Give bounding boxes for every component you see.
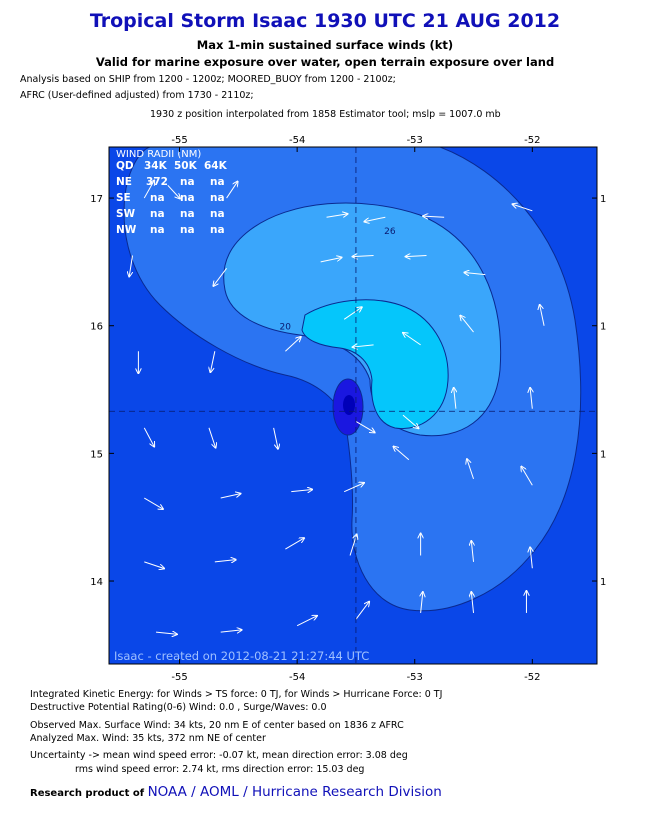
radii-nw-label: NW — [116, 224, 137, 236]
contour-label-26: 26 — [384, 226, 396, 237]
x-tick-label-bottom-1: -54 — [288, 672, 306, 683]
x-tick-label-bottom-3: -52 — [524, 672, 541, 683]
radii-sw-label: SW — [116, 208, 136, 220]
analysis-note: Analysis based on SHIP from 1200 - 1200z; MOORED_BUOY from 1200 - 2100z; — [20, 74, 396, 85]
chart-subtitle-exposure: Valid for marine exposure over water, open terrain exposure over land — [95, 55, 555, 69]
radii-ne-50k: na — [180, 176, 195, 188]
radii-header-64k: 64K — [204, 160, 227, 172]
radii-nw-64k: na — [210, 224, 225, 236]
plot-credit-line: Isaac - created on 2012-08-21 21:27:44 UTC — [114, 649, 370, 663]
x-tick-label-top-0: -55 — [171, 135, 188, 146]
observed-max-wind-line: Observed Max. Surface Wind: 34 kts, 20 nm E of center based on 1836 z AFRC — [30, 720, 404, 731]
contour-label-20: 20 — [279, 322, 291, 333]
destructive-potential-line: Destructive Potential Rating(0-6) Wind: 0.0 , Surge/Waves: 0.0 — [30, 702, 327, 713]
radii-se-34k: na — [150, 192, 165, 204]
radii-se-64k: na — [210, 192, 225, 204]
radii-sw-50k: na — [180, 208, 195, 220]
radii-se-label: SE — [116, 192, 131, 204]
radii-header-50k: 50K — [174, 160, 197, 172]
radii-ne-34k: 372 — [146, 176, 168, 188]
position-note: 1930 z position interpolated from 1858 Estimator tool; mslp = 1007.0 mb — [150, 109, 501, 120]
radii-sw-34k: na — [150, 208, 165, 220]
research-credit — [30, 784, 442, 800]
radii-nw-50k: na — [180, 224, 195, 236]
analyzed-max-wind-line: Analyzed Max. Wind: 35 kts, 372 nm NE of center — [30, 733, 266, 744]
y-tick-label-right-1: 1 — [600, 449, 607, 461]
core-center — [343, 395, 355, 415]
x-tick-label-bottom-0: -55 — [171, 672, 188, 683]
rms-error-line: rms wind speed error: 2.74 kt, rms direction error: 15.03 deg — [75, 764, 365, 775]
credit-prefix: Research product of — [30, 788, 145, 799]
radii-header-qd: QD — [116, 160, 134, 172]
y-tick-label-left-0: 14 — [90, 577, 103, 589]
hrd-link[interactable]: NOAA / AOML / Hurricane Research Division — [147, 784, 442, 800]
chart-title: Tropical Storm Isaac 1930 UTC 21 AUG 2012 — [89, 10, 561, 32]
radii-se-50k: na — [180, 192, 195, 204]
y-tick-label-left-1: 15 — [90, 449, 103, 461]
analysis-note-afrc: AFRC (User-defined adjusted) from 1730 - 2110z; — [20, 90, 254, 101]
uncertainty-line: Uncertainty -> mean wind speed error: -0.07 kt, mean direction error: 3.08 deg — [30, 750, 408, 761]
y-tick-label-right-2: 1 — [600, 321, 607, 333]
y-tick-label-right-3: 1 — [600, 194, 607, 206]
x-tick-label-top-2: -53 — [406, 135, 423, 146]
radii-nw-34k: na — [150, 224, 165, 236]
y-tick-label-left-2: 16 — [90, 321, 103, 333]
chart-subtitle: Max 1-min sustained surface winds (kt) — [196, 38, 454, 52]
x-tick-label-top-3: -52 — [524, 135, 541, 146]
y-tick-label-right-0: 1 — [600, 577, 607, 589]
ike-line: Integrated Kinetic Energy: for Winds > TS force: 0 TJ, for Winds > Hurricane Force: 0 TJ — [30, 689, 443, 700]
radii-ne-label: NE — [116, 176, 132, 188]
y-tick-label-left-3: 17 — [90, 194, 103, 206]
radii-header-34k: 34K — [144, 160, 167, 172]
wind-radii-title: WIND RADII (NM) — [116, 149, 202, 160]
radii-sw-64k: na — [210, 208, 225, 220]
radii-ne-64k: na — [210, 176, 225, 188]
x-tick-label-top-1: -54 — [288, 135, 306, 146]
x-tick-label-bottom-2: -53 — [406, 672, 423, 683]
